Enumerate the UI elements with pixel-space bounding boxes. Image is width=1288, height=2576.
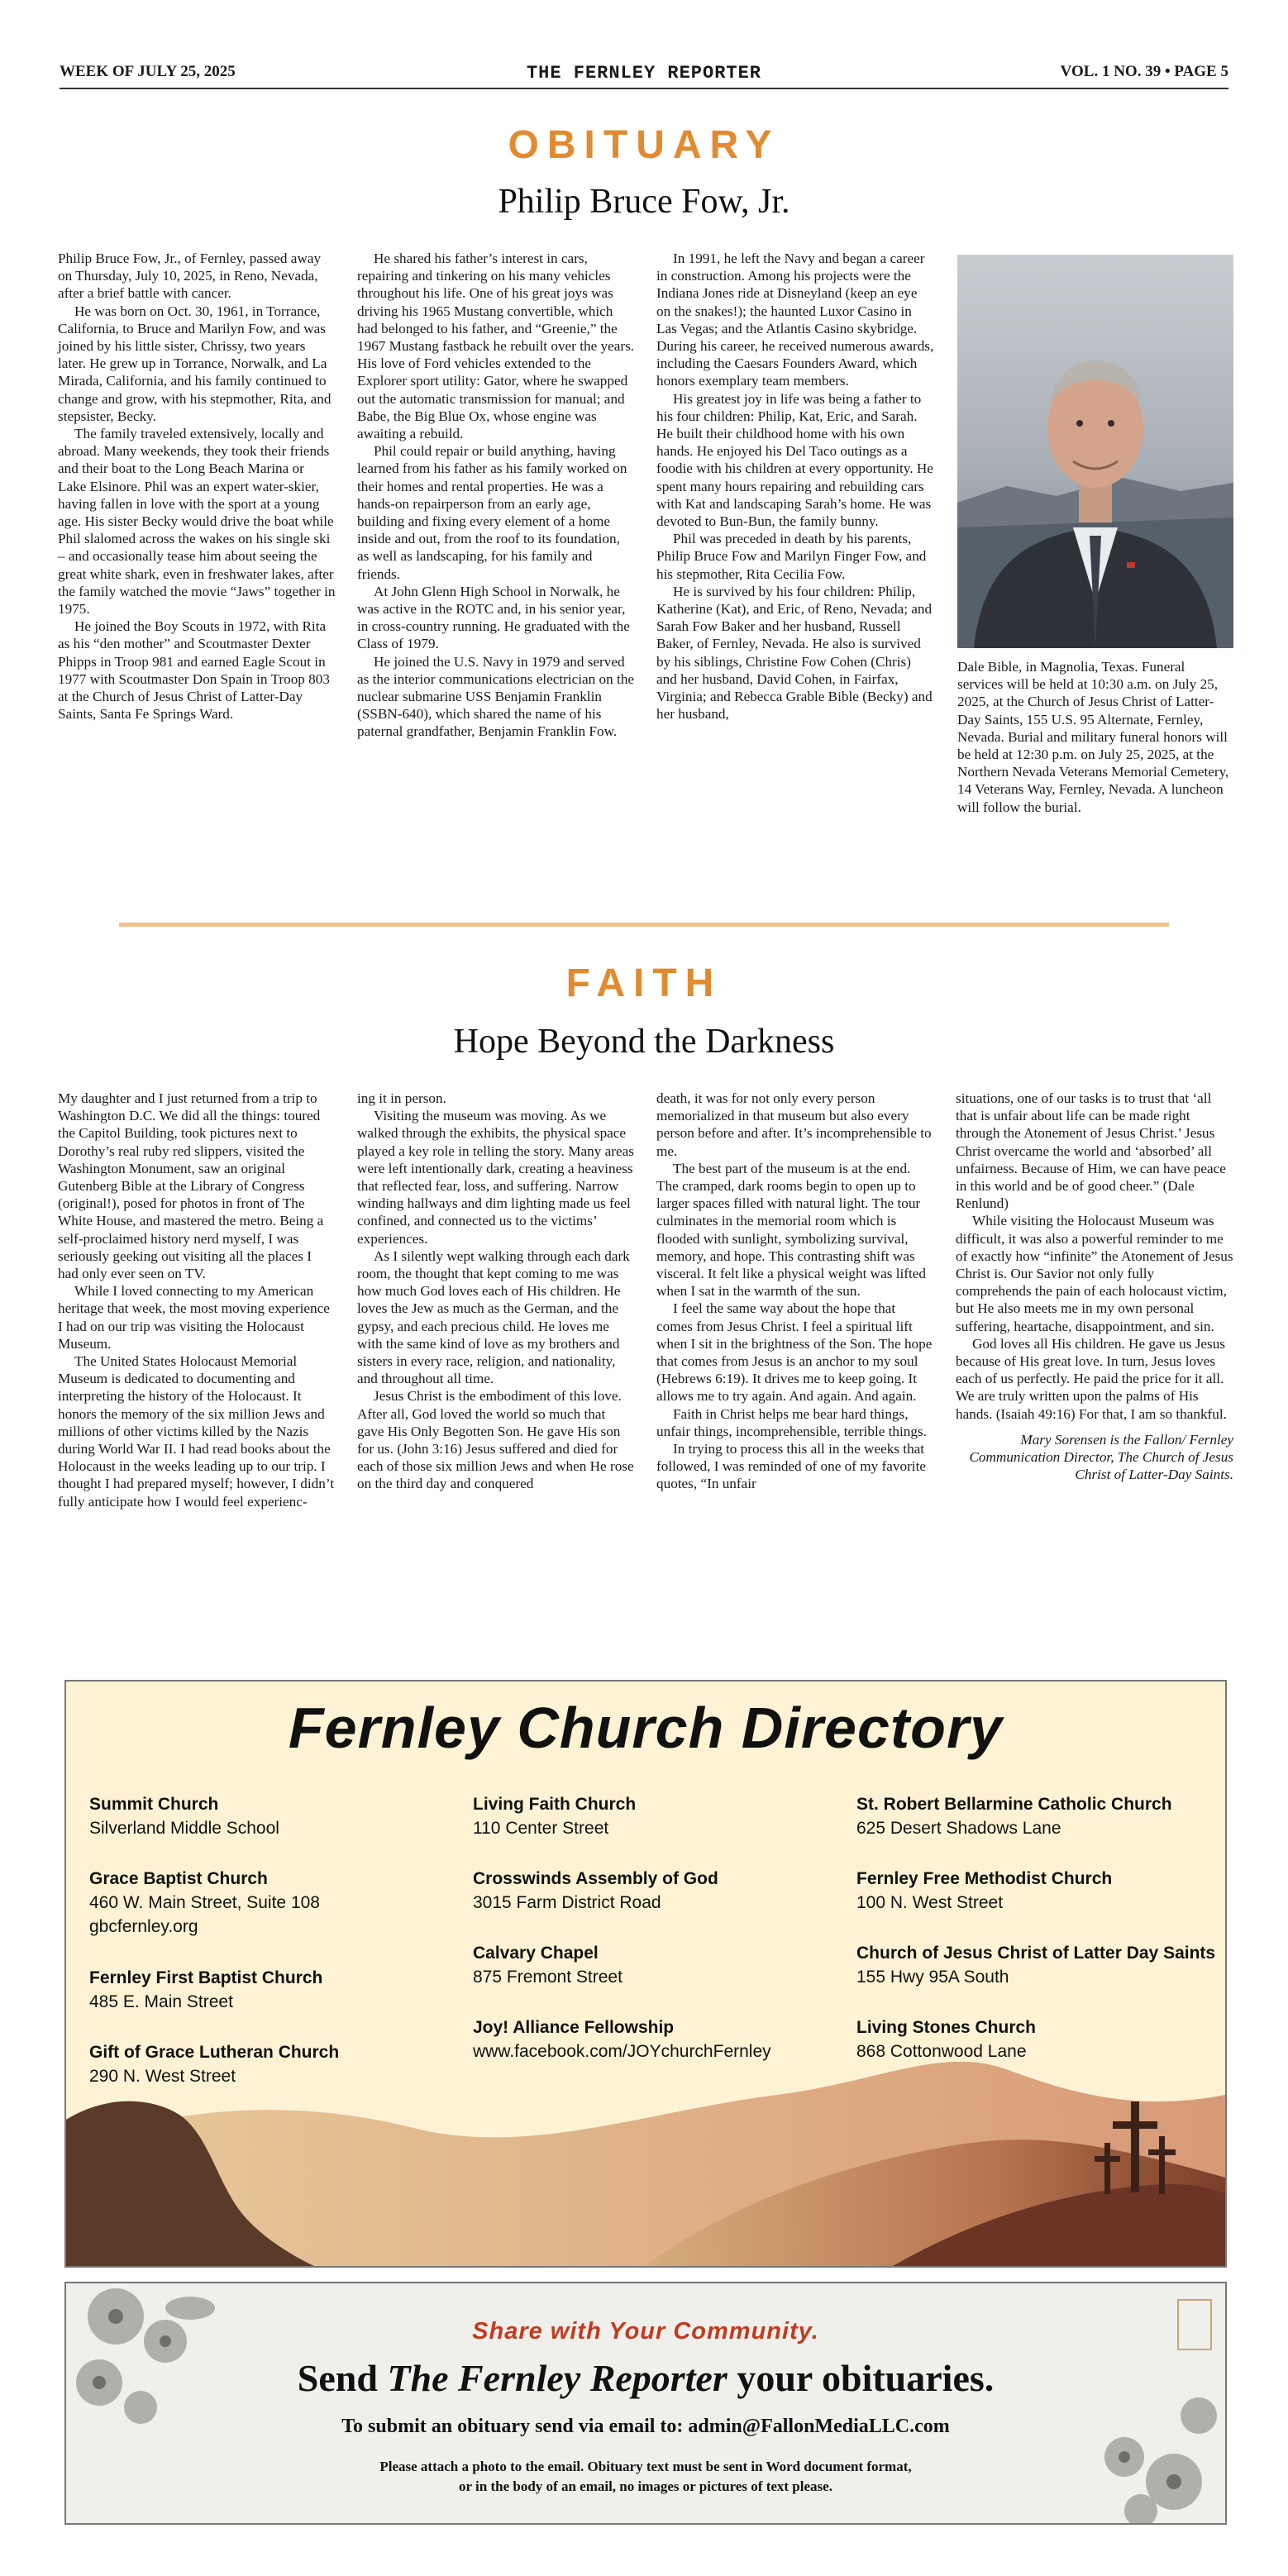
paragraph: In trying to process this all in the weeks that followed, I was reminded of one of my favorite quotes, “In unfair <box>656 1441 926 1492</box>
church-entry <box>473 1867 718 1915</box>
volume-page: VOL. 1 NO. 39 • PAGE 5 <box>1060 63 1228 80</box>
paragraph: Philip Bruce Fow, Jr., of Fernley, passed away on Thursday, July 10, 2025, in Reno, Nevada, after a brief battle with cancer. <box>58 250 322 302</box>
promo-headline-pre: Send <box>297 2357 388 2399</box>
faith-headline: Hope Beyond the Darkness <box>453 1023 835 1061</box>
church-name: Gift of Grace Lutheran Church <box>89 2043 340 2062</box>
church-name: St. Robert Bellarmine Catholic Church <box>856 1795 1172 1814</box>
promo-headline <box>66 2356 1225 2400</box>
church-address: 875 Fremont Street <box>473 1968 623 1987</box>
obituary-submission-ad <box>64 2282 1227 2525</box>
church-entry <box>856 1867 1112 1915</box>
church-directory <box>64 1680 1227 2268</box>
paragraph: In 1991, he left the Navy and began a career in construction. Among his projects were the Indiana Jones ride at Disneyland (keep an eye on the snakes!); the haunted Luxor Casino in Las Vegas; and the Atlantis Casino skybridge. During his career, he received numerous awards, including the Caesars Founders Award, which honors exemplary team members. <box>656 250 934 389</box>
church-name: Church of Jesus Christ of Latter Day Saints <box>856 1944 1216 1963</box>
paragraph: At John Glenn High School in Norwalk, he was active in the ROTC and, in his senior year, in cross-country running. He graduated with the Class of 1979. <box>357 583 630 652</box>
paragraph: The family traveled extensively, locally and abroad. Many weekends, they took their friends and their boat to the Long Beach Marina or Lake Elsinore. Phil was an expert water-skier, having fallen in love with the sport at a young age. His sister Becky would drive the boat while Phil slalomed across the wakes on his single ski – and occasionally tease him about seeing the great white shark, even in freshwater lakes, after the family watched the movie “Jaws” together in 1975. <box>58 426 336 618</box>
church-entry <box>89 1966 322 2014</box>
obituary-column-1 <box>58 250 336 723</box>
portrait-photo-art <box>957 255 1233 648</box>
obituary-column-3 <box>656 250 934 723</box>
faith-section-label: FAITH <box>565 961 723 1005</box>
church-entry <box>473 2015 771 2063</box>
church-address: 3015 Farm District Road <box>473 1893 661 1912</box>
faith-column-2 <box>357 1090 635 1493</box>
church-name: Joy! Alliance Fellowship <box>473 2018 675 2037</box>
paragraph: Phil was preceded in death by his parents, Philip Bruce Fow and Marilyn Finger Fow, and his stepmother, Rita Cecilia Fow. <box>656 531 927 582</box>
promo-email-line[interactable]: To submit an obituary send via email to: admin@FallonMediaLLC.com <box>341 2416 950 2437</box>
paragraph: He shared his father’s interest in cars, repairing and tinkering on his many vehicles throughout his life. One of his great joys was driving his 1965 Mustang convertible, which had belonged to his father, and “Greenie,” the 1967 Mustang fastback he rebuilt over the years. His love of Ford vehicles extended to the Explorer sport utility: Gator, where he swapped out the automatic transmission for manual; and Babe, the Big Blue Ox, whose engine was awaiting a rebuild. <box>357 250 635 442</box>
promo-headline-post: your obituaries. <box>727 2357 995 2399</box>
faith-column-1 <box>58 1090 336 1510</box>
paragraph: While visiting the Holocaust Museum was difficult, it was also a powerful reminder to me of exactly how “infinite” the Atonement of Jesus Christ is. Our Savior not only fully comprehends the pain of each holocaust victim, but He also meets me in my own personal suffering, heartache, disappointment, and sin. <box>956 1213 1233 1334</box>
church-entry <box>89 1792 279 1840</box>
faith-column-3 <box>656 1090 934 1493</box>
church-address: 460 W. Main Street, Suite 108 <box>89 1893 320 1912</box>
paragraph: Jesus Christ is the embodiment of this love. After all, God loved the world so much that gave His Only Begotten Son. He gave His son for us. (John 3:16) Jesus suffered and died for each of those six million Jews and when He rose on the third day and conquered <box>357 1388 634 1492</box>
paragraph: Faith in Christ helps me bear hard things, unfair things, incomprehensible, terrible things. <box>656 1405 927 1439</box>
church-entry <box>89 2040 339 2088</box>
paragraph: He joined the Boy Scouts in 1972, with Rita as his “den mother” and Scoutmaster Dexter Phipps in Troop 981 and earned Eagle Scout in 1977 with Scoutmaster Don Spain in Troop 803 at the Church of Jesus Christ of Latter-Day Saints, Santa Fe Springs Ward. <box>58 618 330 723</box>
obituary-column-4 <box>957 658 1233 816</box>
church-address: 100 N. West Street <box>856 1893 1004 1912</box>
promo-tagline: Share with Your Community. <box>472 2318 819 2345</box>
paragraph: Dale Bible, in Magnolia, Texas. Funeral services will be held at 10:30 a.m. on July 25, 2025, at the Church of Jesus Christ of Latter-Day Saints, 155 U.S. 95 Alternate, Fernley, Nevada. Burial and military funeral honors will be held at 12:30 p.m. on July 25, 2025, at the Northern Nevada Veterans Memorial Cemetery, 14 Veterans Way, Fernley, Nevada. A luncheon will follow the burial. <box>957 659 1229 815</box>
paragraph: God loves all His children. He gave us Jesus because of His great love. In turn, Jesus loves each of us perfectly. He paid the price for it all. We are truly written upon the palms of His hands. (Isaiah 49:16) For that, I am so thankful. <box>956 1335 1227 1422</box>
church-address: 110 Center Street <box>473 1819 609 1838</box>
paragraph: death, it was for not only every person memorialized in that museum but also every person before and after. It’s incomprehensible to me. <box>656 1090 932 1159</box>
paragraph: He was born on Oct. 30, 1961, in Torrance, California, to Bruce and Marilyn Fow, and was joined by his little sister, Chrissy, two years later. He grew up in Torrance, Norwalk, and La Mirada, California, and his family continued to change and grow, with his stepmother, Rita, and stepsister, Becky. <box>58 303 332 424</box>
directory-title: Fernley Church Directory <box>288 1696 1004 1760</box>
paragraph: He joined the U.S. Navy in 1979 and served as the interior communications electrician on the nuclear submarine USS Benjamin Franklin (SSBN-640), which shared the name of his paternal grandfather, Benjamin Franklin Fow. <box>357 653 635 740</box>
church-address: 290 N. West Street <box>89 2067 236 2086</box>
paragraph: situations, one of our tasks is to trust that ‘all that is unfair about life can be made right through the Atonement of Jesus Christ.’ Jesus Christ overcame the world and ‘absorbed’ all unfairness. Because of Him, we can have peace in this world and be of good cheer.” (Dale Renlund) <box>956 1090 1226 1212</box>
promo-instructions <box>66 2457 1225 2497</box>
church-entry <box>473 1792 636 1840</box>
church-entry <box>473 1941 623 1989</box>
church-address: 485 E. Main Street <box>89 1992 233 2011</box>
church-entry <box>856 1792 1172 1840</box>
paper-name: THE FERNLEY REPORTER <box>526 63 762 83</box>
paragraph: He is survived by his four children: Philip, Katherine (Kat), and Eric, of Reno, Nevada; and Sarah Fow Baker and her husband, Russell Baker, of Fernley, Nevada. He also is survived by his siblings, Christine Fow Cohen (Chris) and her husband, David Cohen, in Fairfax, Virginia; and Rebecca Grable Bible (Becky) and her husband, <box>656 583 933 723</box>
promo-note-line: Please attach a photo to the email. Obituary text must be sent in Word document format, <box>379 2459 912 2474</box>
paragraph: As I silently wept walking through each dark room, the thought that kept coming to me was how much God loves each of His children. He loves the Jew as much as the German, and the gypsy, and each precious child. He loves me with the same kind of love as my brothers and sisters in every race, religion, and nationality, and throughout all time. <box>357 1247 630 1387</box>
church-name: Living Stones Church <box>856 2018 1037 2037</box>
paragraph: ing it in person. <box>357 1090 446 1106</box>
section-divider <box>119 923 1169 927</box>
author-signature: Mary Sorensen is the Fallon/ Fernley Communication Director, The Church of Jesus Christ of Latter-Day Saints. <box>969 1431 1233 1483</box>
church-name: Calvary Chapel <box>473 1944 599 1963</box>
masthead <box>60 63 1228 88</box>
promo-headline-paper: The Fernley Reporter <box>387 2357 727 2399</box>
obituary-column-2 <box>357 250 635 741</box>
promo-note-line: or in the body of an email, no images or pictures of text please. <box>459 2478 832 2494</box>
portrait-photo <box>957 255 1233 648</box>
paragraph: Phil could repair or build anything, having learned from his father as his family worked on their homes and rental properties. He was a hands-on repairperson from an early age, building and fixing every element of a home inside and out, from the roof to its foundation, as well as landscaping, for his family and friends. <box>357 443 627 582</box>
faith-column-4 <box>956 1090 1233 1483</box>
paragraph: His greatest joy in life was being a father to his four children: Philip, Kat, Eric, and Sarah. He built their childhood home with his own hands. He enjoyed his Del Taco outings as a foodie with his children at every opportunity. He spent many hours repairing and rebuilding cars with Kat and landscaping Sarah’s home. He was devoted to Bun-Bun, the family bunny. <box>656 390 933 530</box>
obituary-section-label: OBITUARY <box>508 123 780 167</box>
church-name: Fernley Free Methodist Church <box>856 1869 1113 1888</box>
paragraph: While I loved connecting to my American heritage that week, the most moving experience I had on our trip was visiting the Holocaust Museum. <box>58 1283 330 1352</box>
header-rule <box>60 88 1228 89</box>
paragraph: I feel the same way about the hope that comes from Jesus Christ. I feel a spiritual lift when I sit in the brightness of the Son. The hope that comes from Jesus is an anchor to my soul (Hebrews 6:19). It drives me to keep going. It allows me to try again. And again. And again. <box>656 1300 933 1405</box>
church-name: Summit Church <box>89 1795 219 1814</box>
paragraph: The United States Holocaust Memorial Museum is dedicated to documenting and interpreting the history of the Holocaust. It honors the memory of the six million Jews and millions of other victims killed by the Nazis during World War II. I had read books about the Holocaust in the weeks leading up to our trip. I thought I had prepared myself; however, I didn’t fully anticipate how I would feel experienc- <box>58 1353 335 1510</box>
church-address: Silverland Middle School <box>89 1819 279 1838</box>
church-entry <box>89 1867 320 1939</box>
paragraph: The best part of the museum is at the end. The cramped, dark rooms begin to open up to larger spaces filled with natural light. The tour culminates in the memorial room which is flooded with sunlight, symbolizing survival, memory, and hope. This contrasting shift was visceral. It felt like a physical weight was lifted when I sat in the warmth of the sun. <box>656 1160 926 1300</box>
obituary-headline: Philip Bruce Fow, Jr. <box>498 183 790 221</box>
issue-week: WEEK OF JULY 25, 2025 <box>60 63 236 80</box>
church-name: Living Faith Church <box>473 1795 637 1814</box>
church-name: Crosswinds Assembly of God <box>473 1869 718 1888</box>
church-address: 868 Cottonwood Lane <box>856 2042 1027 2061</box>
church-entry <box>856 2015 1036 2063</box>
church-entry <box>856 1941 1215 1989</box>
church-name: Grace Baptist Church <box>89 1869 268 1888</box>
paragraph: My daughter and I just returned from a trip to Washington D.C. We did all the things: toured the Capitol Building, took pictures next to Dorothy’s real ruby red slippers, visited the Washington Monument, saw an original Gutenberg Bible at the Library of Congress (original!), posed for photos in front of The White House, and mastered the metro. Being a self-proclaimed history nerd myself, I was seriously geeking out visiting all the places I had only ever seen on TV. <box>58 1090 324 1282</box>
church-website: gbcfernley.org <box>89 1917 198 1936</box>
church-website[interactable]: www.facebook.com/JOYchurchFernley <box>473 2042 771 2061</box>
church-address: 625 Desert Shadows Lane <box>856 1819 1061 1838</box>
paragraph: Visiting the museum was moving. As we walked through the exhibits, the physical space played a key role in telling the story. Many areas were left intentionally dark, creating a heaviness that reflected fear, loss, and suffering. Narrow winding hallways and dim lighting made us feel confined, and connected us to the victims’ experiences. <box>357 1108 634 1247</box>
church-name: Fernley First Baptist Church <box>89 1968 323 1987</box>
church-address: 155 Hwy 95A South <box>856 1968 1009 1987</box>
